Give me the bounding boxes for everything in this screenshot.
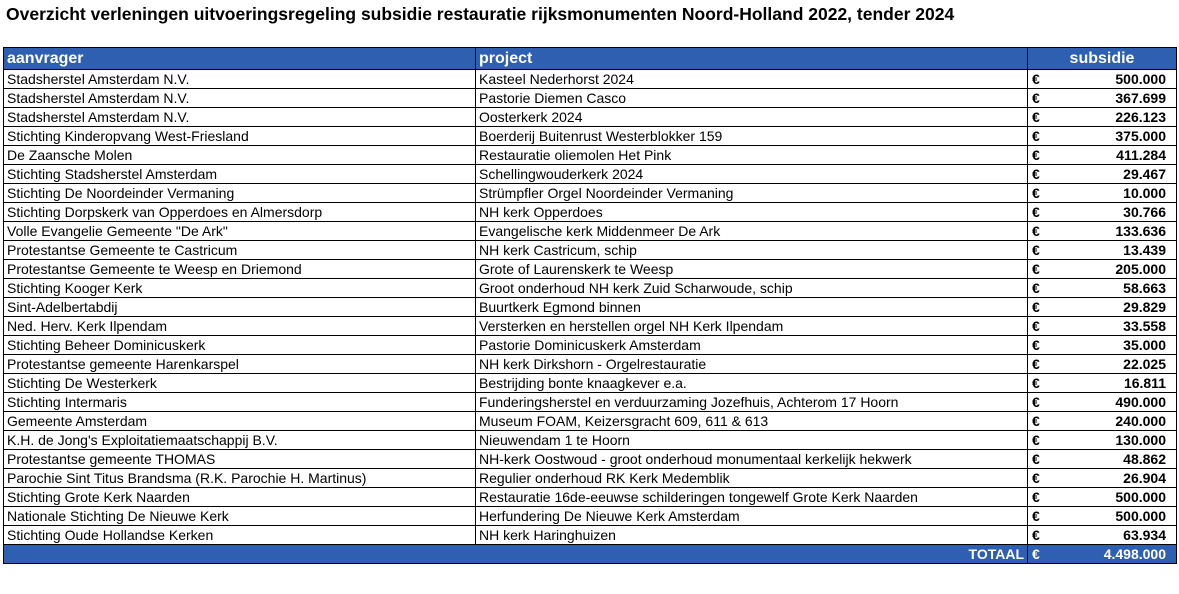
table-row — [4, 203, 1177, 222]
project-cell: Groot onderhoud NH kerk Zuid Scharwoude, schip — [476, 279, 1028, 298]
applicant-cell: Stadsherstel Amsterdam N.V. — [4, 89, 476, 108]
table-row — [4, 241, 1177, 260]
table-row — [4, 526, 1177, 545]
subsidy-amount: 30.766 — [1046, 203, 1177, 222]
applicant-cell: Protestantse gemeente Harenkarspel — [4, 355, 476, 374]
subsidy-amount: 500.000 — [1046, 70, 1177, 89]
subsidy-amount: 63.934 — [1046, 526, 1177, 545]
applicant-cell: Stichting Oude Hollandse Kerken — [4, 526, 476, 545]
currency-symbol: € — [1028, 450, 1046, 469]
table-row — [4, 146, 1177, 165]
subsidy-amount: 130.000 — [1046, 431, 1177, 450]
subsidy-table — [3, 47, 1177, 564]
currency-symbol: € — [1028, 526, 1046, 545]
project-cell: Schellingwouderkerk 2024 — [476, 165, 1028, 184]
currency-symbol: € — [1028, 355, 1046, 374]
currency-symbol: € — [1028, 146, 1046, 165]
total-amount: 4.498.000 — [1046, 545, 1177, 564]
table-row — [4, 374, 1177, 393]
table-row — [4, 412, 1177, 431]
currency-symbol: € — [1028, 279, 1046, 298]
project-cell: Herfundering De Nieuwe Kerk Amsterdam — [476, 507, 1028, 526]
subsidy-amount: 13.439 — [1046, 241, 1177, 260]
table-row — [4, 507, 1177, 526]
table-body — [4, 48, 1177, 564]
project-cell: Regulier onderhoud RK Kerk Medemblik — [476, 469, 1028, 488]
table-row — [4, 488, 1177, 507]
project-cell: Oosterkerk 2024 — [476, 108, 1028, 127]
project-cell: Buurtkerk Egmond binnen — [476, 298, 1028, 317]
table-row — [4, 431, 1177, 450]
project-cell: Nieuwendam 1 te Hoorn — [476, 431, 1028, 450]
applicant-cell: Stichting Dorpskerk van Opperdoes en Almersdorp — [4, 203, 476, 222]
project-cell: NH kerk Opperdoes — [476, 203, 1028, 222]
currency-symbol: € — [1028, 488, 1046, 507]
currency-symbol: € — [1028, 431, 1046, 450]
currency-symbol: € — [1028, 298, 1046, 317]
currency-symbol: € — [1028, 393, 1046, 412]
table-row — [4, 222, 1177, 241]
applicant-cell: Stichting De Westerkerk — [4, 374, 476, 393]
column-header-applicant: aanvrager — [4, 48, 476, 70]
applicant-cell: Parochie Sint Titus Brandsma (R.K. Parochie H. Martinus) — [4, 469, 476, 488]
currency-symbol: € — [1028, 241, 1046, 260]
project-cell: Strümpfler Orgel Noordeinder Vermaning — [476, 184, 1028, 203]
applicant-cell: Protestantse gemeente THOMAS — [4, 450, 476, 469]
table-row — [4, 260, 1177, 279]
applicant-cell: Stichting Intermaris — [4, 393, 476, 412]
subsidy-amount: 411.284 — [1046, 146, 1177, 165]
subsidy-amount: 10.000 — [1046, 184, 1177, 203]
total-label: TOTAAL — [4, 545, 1028, 564]
project-cell: Museum FOAM, Keizersgracht 609, 611 & 613 — [476, 412, 1028, 431]
project-cell: Grote of Laurenskerk te Weesp — [476, 260, 1028, 279]
table-row — [4, 393, 1177, 412]
project-cell: Evangelische kerk Middenmeer De Ark — [476, 222, 1028, 241]
currency-symbol: € — [1028, 127, 1046, 146]
currency-symbol: € — [1028, 260, 1046, 279]
currency-symbol: € — [1028, 70, 1046, 89]
subsidy-amount: 48.862 — [1046, 450, 1177, 469]
subsidy-amount: 226.123 — [1046, 108, 1177, 127]
subsidy-amount: 22.025 — [1046, 355, 1177, 374]
currency-symbol: € — [1028, 222, 1046, 241]
currency-symbol: € — [1028, 165, 1046, 184]
project-cell: Kasteel Nederhorst 2024 — [476, 70, 1028, 89]
applicant-cell: Nationale Stichting De Nieuwe Kerk — [4, 507, 476, 526]
page-title: Overzicht verleningen uitvoeringsregeling subsidie restauratie rijksmonumenten Noord-Holland 2022, tender 2024 — [6, 4, 955, 24]
project-cell: NH-kerk Oostwoud - groot onderhoud monumentaal kerkelijk hekwerk — [476, 450, 1028, 469]
subsidy-amount: 500.000 — [1046, 507, 1177, 526]
applicant-cell: Ned. Herv. Kerk Ilpendam — [4, 317, 476, 336]
subsidy-amount: 240.000 — [1046, 412, 1177, 431]
currency-symbol: € — [1028, 317, 1046, 336]
applicant-cell: De Zaansche Molen — [4, 146, 476, 165]
column-header-project: project — [476, 48, 1028, 70]
project-cell: Boerderij Buitenrust Westerblokker 159 — [476, 127, 1028, 146]
project-cell: NH kerk Dirkshorn - Orgelrestauratie — [476, 355, 1028, 374]
subsidy-amount: 26.904 — [1046, 469, 1177, 488]
total-row — [4, 545, 1177, 564]
applicant-cell: Sint-Adelbertabdij — [4, 298, 476, 317]
applicant-cell: Stichting Beheer Dominicuskerk — [4, 336, 476, 355]
table-row — [4, 469, 1177, 488]
subsidy-amount: 29.829 — [1046, 298, 1177, 317]
project-cell: Restauratie oliemolen Het Pink — [476, 146, 1028, 165]
currency-symbol: € — [1028, 412, 1046, 431]
applicant-cell: Stichting Stadsherstel Amsterdam — [4, 165, 476, 184]
table-row — [4, 279, 1177, 298]
table-row — [4, 184, 1177, 203]
project-cell: Funderingsherstel en verduurzaming Jozefhuis, Achterom 17 Hoorn — [476, 393, 1028, 412]
subsidy-amount: 367.699 — [1046, 89, 1177, 108]
table-row — [4, 355, 1177, 374]
applicant-cell: Volle Evangelie Gemeente "De Ark" — [4, 222, 476, 241]
subsidy-amount: 35.000 — [1046, 336, 1177, 355]
table-row — [4, 450, 1177, 469]
project-cell: Versterken en herstellen orgel NH Kerk Ilpendam — [476, 317, 1028, 336]
table-row — [4, 298, 1177, 317]
project-cell: Pastorie Dominicuskerk Amsterdam — [476, 336, 1028, 355]
currency-symbol: € — [1028, 374, 1046, 393]
applicant-cell: Stichting Kinderopvang West-Friesland — [4, 127, 476, 146]
applicant-cell: Protestantse Gemeente te Weesp en Driemond — [4, 260, 476, 279]
subsidy-amount: 133.636 — [1046, 222, 1177, 241]
applicant-cell: Gemeente Amsterdam — [4, 412, 476, 431]
subsidy-amount: 205.000 — [1046, 260, 1177, 279]
applicant-cell: K.H. de Jong's Exploitatiemaatschappij B.V. — [4, 431, 476, 450]
table-header-row — [4, 48, 1177, 70]
project-cell: NH kerk Castricum, schip — [476, 241, 1028, 260]
table-row — [4, 336, 1177, 355]
subsidy-amount: 490.000 — [1046, 393, 1177, 412]
currency-symbol: € — [1028, 108, 1046, 127]
subsidy-amount: 33.558 — [1046, 317, 1177, 336]
project-cell: Restauratie 16de-eeuwse schilderingen tongewelf Grote Kerk Naarden — [476, 488, 1028, 507]
applicant-cell: Stichting Kooger Kerk — [4, 279, 476, 298]
applicant-cell: Stadsherstel Amsterdam N.V. — [4, 70, 476, 89]
currency-symbol: € — [1028, 203, 1046, 222]
table-row — [4, 108, 1177, 127]
table-row — [4, 165, 1177, 184]
applicant-cell: Stichting De Noordeinder Vermaning — [4, 184, 476, 203]
applicant-cell: Protestantse Gemeente te Castricum — [4, 241, 476, 260]
currency-symbol: € — [1028, 507, 1046, 526]
column-header-subsidy: subsidie — [1028, 48, 1177, 70]
subsidy-amount: 375.000 — [1046, 127, 1177, 146]
currency-symbol: € — [1028, 336, 1046, 355]
table-row — [4, 317, 1177, 336]
project-cell: NH kerk Haringhuizen — [476, 526, 1028, 545]
currency-symbol: € — [1028, 184, 1046, 203]
subsidy-amount: 29.467 — [1046, 165, 1177, 184]
table-row — [4, 89, 1177, 108]
currency-symbol: € — [1028, 545, 1046, 564]
subsidy-amount: 500.000 — [1046, 488, 1177, 507]
subsidy-amount: 58.663 — [1046, 279, 1177, 298]
table-row — [4, 127, 1177, 146]
subsidy-amount: 16.811 — [1046, 374, 1177, 393]
project-cell: Bestrijding bonte knaagkever e.a. — [476, 374, 1028, 393]
project-cell: Pastorie Diemen Casco — [476, 89, 1028, 108]
currency-symbol: € — [1028, 469, 1046, 488]
applicant-cell: Stichting Grote Kerk Naarden — [4, 488, 476, 507]
table-row — [4, 70, 1177, 89]
currency-symbol: € — [1028, 89, 1046, 108]
applicant-cell: Stadsherstel Amsterdam N.V. — [4, 108, 476, 127]
